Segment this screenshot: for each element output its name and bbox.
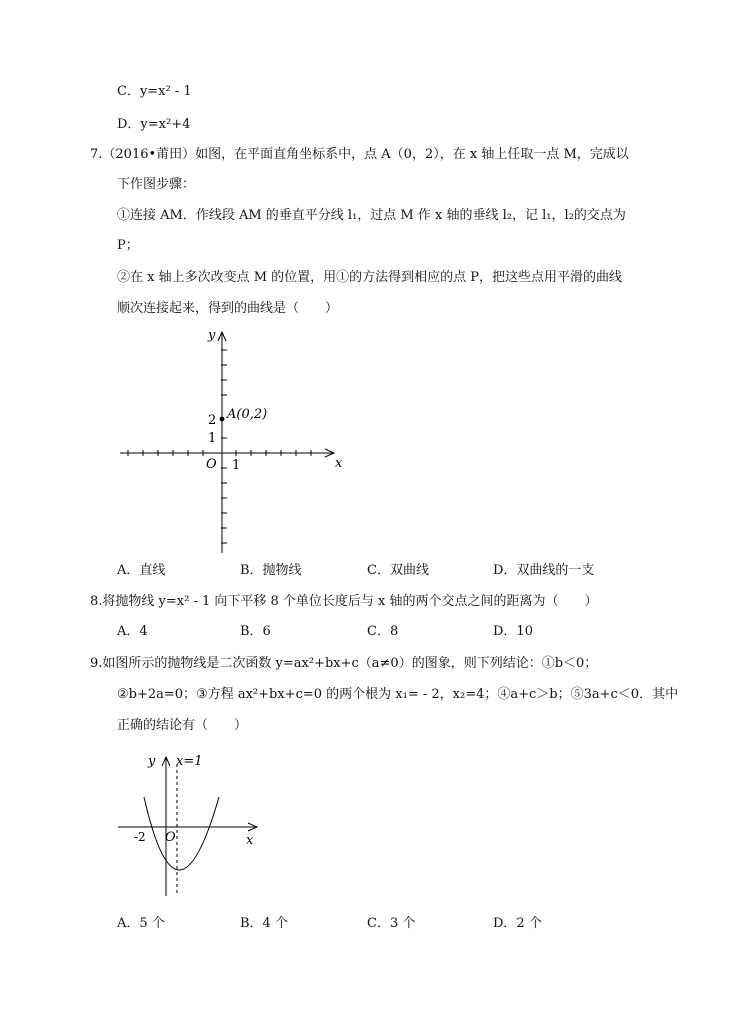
q9-option-c: C．3 个 — [367, 916, 416, 931]
q7-point-a — [220, 417, 225, 422]
q9-option-a: A．5 个 — [117, 916, 165, 931]
q8-option-b: B．6 — [240, 624, 271, 639]
q7-tick-y2: 2 — [208, 413, 217, 428]
q7-coordinate-figure — [118, 325, 348, 557]
q9-parabola-curve — [144, 797, 219, 870]
q7-stem-line-4: P； — [117, 238, 139, 253]
q7-tick-y1: 1 — [208, 431, 217, 446]
q9-neg-label: -2 — [134, 830, 146, 844]
q7-origin-label: O — [206, 457, 217, 472]
q7-option-b: B．抛物线 — [240, 563, 302, 578]
q9-x-label: x — [246, 833, 254, 848]
q7-option-d: D．双曲线的一支 — [493, 563, 595, 578]
q7-stem-line-6: 顺次连接起来，得到的曲线是（ ） — [117, 301, 339, 316]
q8-option-c: C．8 — [367, 624, 399, 639]
q7-stem-line-5: ②在 x 轴上多次改变点 M 的位置，用①的方法得到相应的点 P，把这些点用平滑的曲线 — [117, 270, 623, 285]
q8-stem-line-1: 8.将抛物线 y=x² - 1 向下平移 8 个单位长度后与 x 轴的两个交点之间的距离为（ ） — [90, 594, 598, 609]
q9-y-label: y — [148, 754, 156, 769]
q9-stem-line-3: 正确的结论有（ ） — [117, 718, 248, 733]
q7-stem-line-2: 下作图步骤： — [117, 177, 196, 192]
q7-stem-line-1: 7.（2016•莆田）如图，在平面直角坐标系中，点 A（0，2），在 x 轴上任取一点 M，完成以 — [90, 147, 629, 162]
q9-option-b: B．4 个 — [240, 916, 288, 931]
q7-option-a: A．直线 — [117, 563, 166, 578]
q9-parabola-figure — [116, 748, 266, 900]
q6-option-d: D．y=x²+4 — [117, 117, 191, 132]
q6-option-c: C．y=x² - 1 — [117, 84, 192, 99]
q9-stem-line-2: ②b+2a=0；③方程 ax²+bx+c=0 的两个根为 x₁= - 2，x₂=4；④a+c＞b；⑤3a+c＜0．其中 — [117, 687, 679, 702]
q9-origin-label: O — [165, 830, 176, 845]
q9-stem-line-1: 9.如图所示的抛物线是二次函数 y=ax²+bx+c（a≠0）的图象，则下列结论：①b＜0； — [90, 656, 598, 671]
q7-y-label: y — [208, 328, 216, 343]
q8-option-d: D．10 — [493, 624, 533, 639]
q7-point-a-label: A(0,2) — [227, 407, 268, 422]
q7-x-label: x — [335, 456, 343, 471]
q7-option-c: C．双曲线 — [367, 563, 429, 578]
q7-stem-line-3: ①连接 AM．作线段 AM 的垂直平分线 l₁，过点 M 作 x 轴的垂线 l₂，记 l₁，l₂的交点为 — [117, 208, 626, 223]
q8-option-a: A．4 — [117, 624, 148, 639]
q9-option-d: D．2 个 — [493, 916, 542, 931]
q7-tick-x1: 1 — [232, 458, 241, 473]
q9-axis-label: x=1 — [176, 754, 203, 769]
